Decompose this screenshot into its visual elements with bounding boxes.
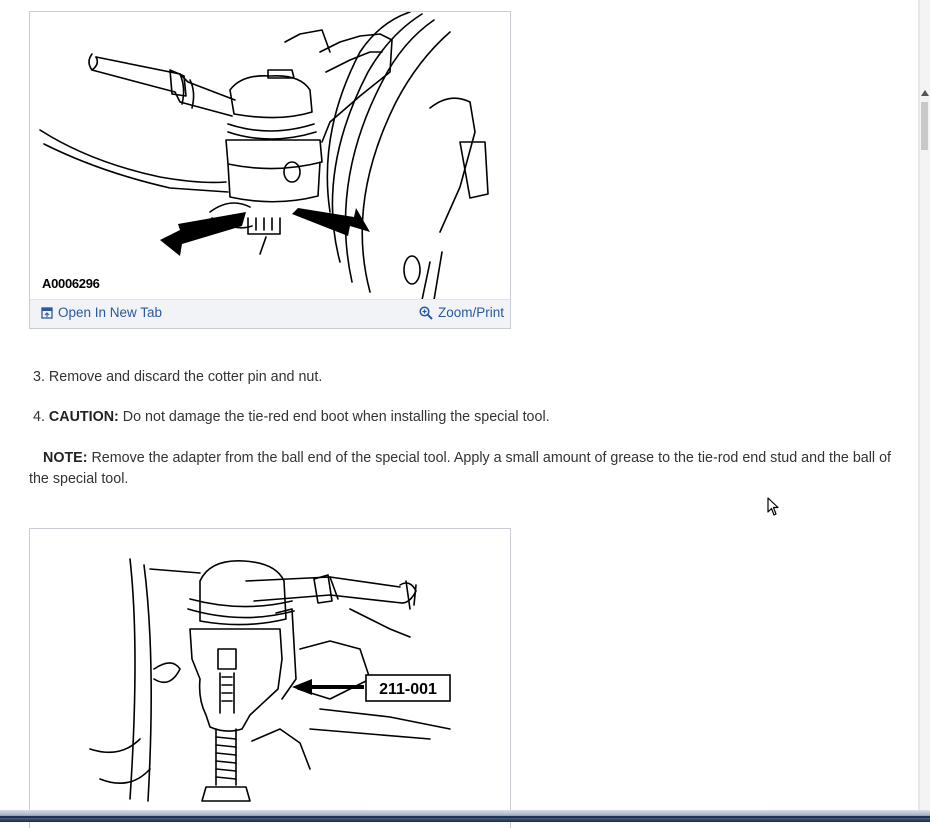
zoom-print-label: Zoom/Print — [437, 305, 504, 320]
special-tool-number: 211-001 — [379, 681, 437, 698]
taskbar-edge — [0, 816, 930, 818]
figure-tie-rod-end-diagram — [29, 11, 511, 329]
step-3 — [29, 367, 913, 388]
step-4-text: Do not damage the tie-red end boot when installing the special tool. — [122, 409, 550, 425]
vertical-scrollbar[interactable] — [919, 0, 930, 810]
step-3-number: 3. — [33, 369, 45, 385]
figure-toolbar — [30, 299, 510, 328]
note-text: Remove the adapter from the ball end of the special tool. Apply a small amount of grease to the tie-rod end stud and the ball of the special tool. — [29, 450, 891, 487]
note-label: NOTE: — [43, 450, 88, 466]
special-tool-illustration — [30, 529, 510, 811]
mouse-pointer-icon — [767, 497, 781, 517]
figure-special-tool-diagram — [29, 528, 511, 828]
step-4 — [29, 407, 913, 428]
open-in-new-tab-button[interactable] — [41, 305, 162, 320]
scrollbar-thumb[interactable] — [921, 102, 928, 150]
magnifier-plus-icon — [419, 306, 433, 320]
step-3-text: Remove and discard the cotter pin and nut. — [48, 369, 323, 385]
figure-code: A0006296 — [42, 276, 100, 291]
zoom-print-button[interactable] — [419, 305, 504, 320]
note-paragraph — [29, 448, 909, 490]
scroll-up-arrow-icon[interactable] — [921, 88, 929, 98]
caution-label: CAUTION: — [48, 409, 119, 425]
open-in-new-tab-icon — [41, 307, 53, 319]
tie-rod-end-illustration — [30, 12, 510, 300]
open-in-new-tab-label: Open In New Tab — [58, 305, 163, 320]
step-4-number: 4. — [33, 409, 45, 425]
